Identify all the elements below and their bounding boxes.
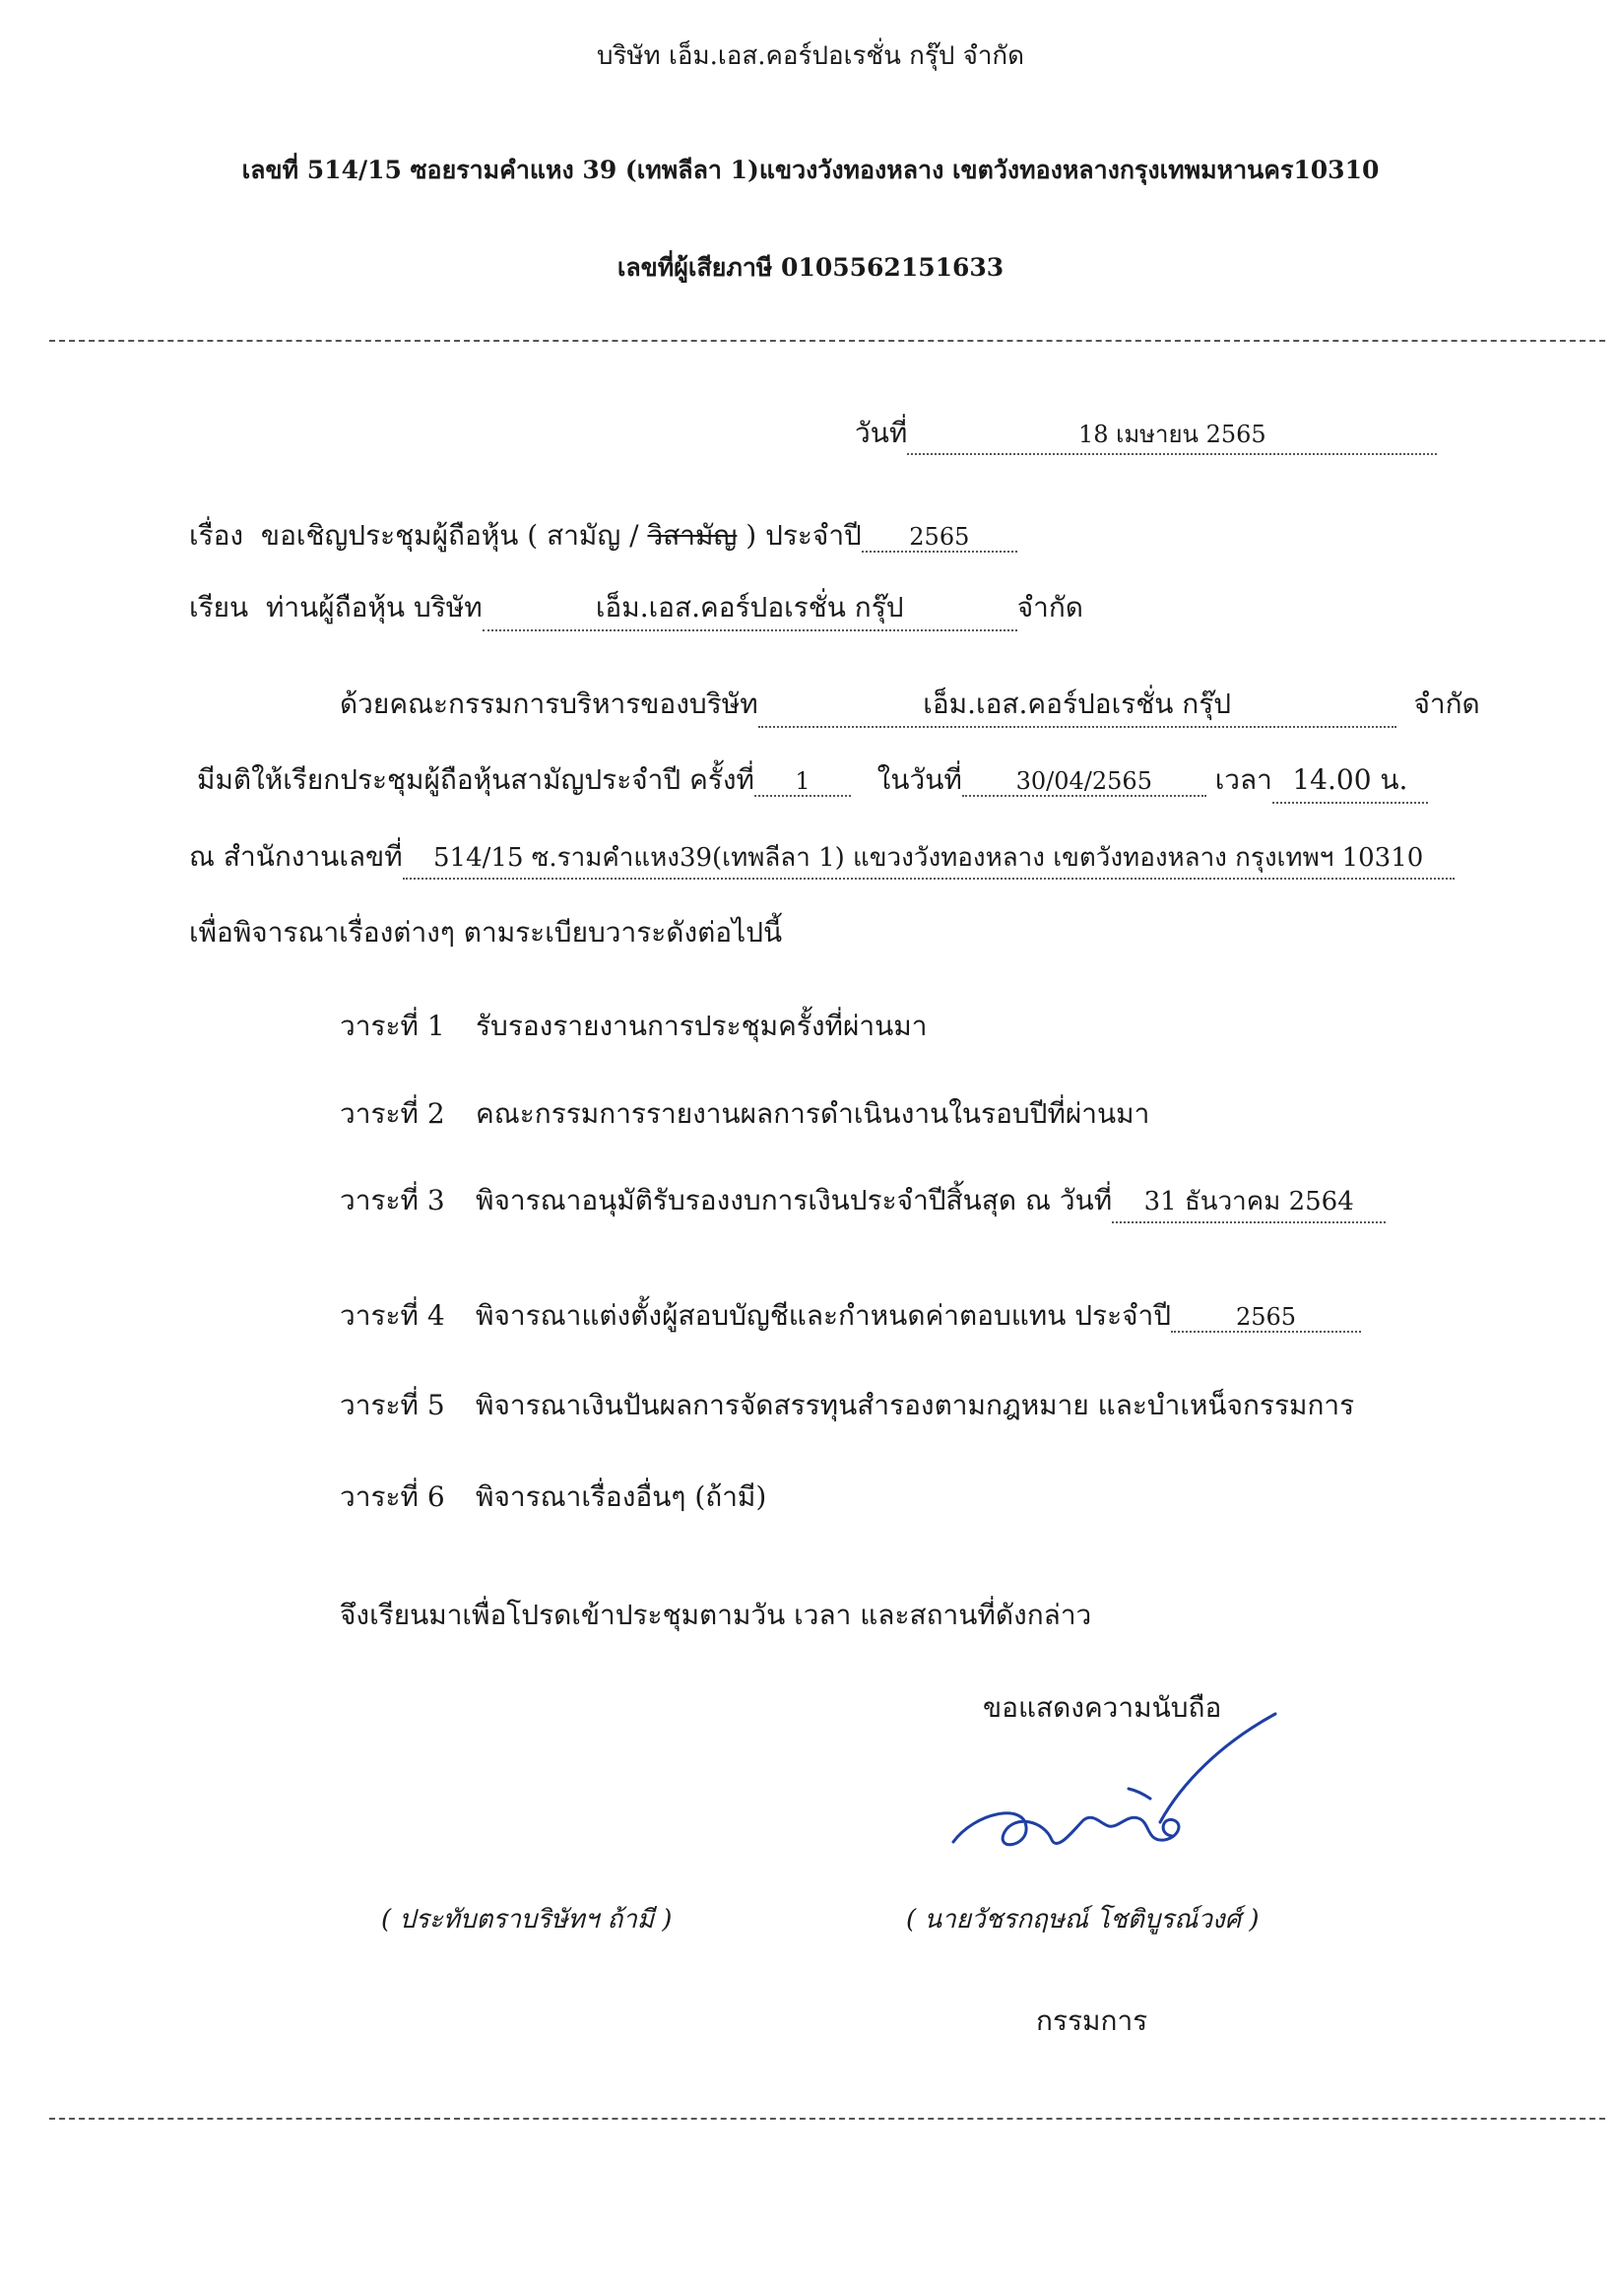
company-address: เลขที่ 514/15 ซอยรามคำแหง 39 (เทพลีลา 1)แขวงวังทองหลาง เขตวังทองหลางกรุงเทพมหานคร10310 [241, 156, 1380, 184]
subject-year: 2565 [862, 523, 1017, 553]
body-line-1 [340, 683, 1480, 728]
salutation-label: เรียน [189, 591, 249, 623]
salutation-company: เอ็ม.เอส.คอร์ปอเรชั่น กรุ๊ป [483, 586, 1017, 631]
subject-struck-option: วิสามัญ [647, 519, 738, 552]
body-line-1-prefix: ด้วยคณะกรรมการบริหารของบริษัท [340, 688, 758, 720]
company-name: บริษัท เอ็ม.เอส.คอร์ปอเรชั่น กรุ๊ป จำกัด [596, 41, 1025, 71]
meeting-number: 1 [754, 767, 851, 797]
date-line [855, 412, 1437, 455]
auditor-year: 2565 [1171, 1303, 1361, 1333]
agenda-number: วาระที่ 5 [340, 1389, 445, 1421]
agenda-text: พิจารณาเงินปันผลการจัดสรรทุนสำรองตามกฎหมาย และบำเหน็จกรรมการ [476, 1389, 1355, 1421]
subject-line [189, 514, 1017, 558]
agenda-number: วาระที่ 4 [340, 1299, 445, 1332]
agenda-text: รับรองรายงานการประชุมครั้งที่ผ่านมา [476, 1010, 928, 1042]
subject-text-before: ขอเชิญประชุมผู้ถือหุ้น ( สามัญ / [260, 519, 648, 552]
meeting-time: 14.00 น. [1272, 758, 1428, 804]
fiscal-year-end: 31 ธันวาคม 2564 [1112, 1181, 1386, 1223]
salutation-line [189, 586, 1083, 631]
body-line-1-company: เอ็ม.เอส.คอร์ปอเรชั่น กรุ๊ป [758, 683, 1396, 728]
agenda-text [476, 1179, 1386, 1223]
body-line-2-prefix: มีมติให้เรียกประชุมผู้ถือหุ้นสามัญประจำปี ครั้งที่ [197, 763, 754, 796]
subject-label: เรื่อง [189, 519, 244, 552]
regards-text: ขอแสดงความนับถือ [983, 1691, 1222, 1724]
agenda-number: วาระที่ 3 [340, 1184, 445, 1216]
meeting-time-label: เวลา [1214, 763, 1272, 796]
salutation-prefix: ท่านผู้ถือหุ้น บริษัท [265, 591, 483, 623]
subject-text-after: ) ประจำปี [737, 519, 862, 552]
signer-name-text: ( นายวัชรกฤษณ์ โชติบูรณ์วงศ์ ) [906, 1905, 1260, 1935]
agenda-text-label: พิจารณาแต่งตั้งผู้สอบบัญชีและกำหนดค่าตอบแทน ประจำปี [476, 1299, 1172, 1332]
agenda-text [476, 1294, 1361, 1338]
bottom-divider [49, 2118, 1605, 2120]
signature-image [936, 1704, 1290, 1881]
company-seal-note [381, 1899, 672, 1939]
company-seal-note-text: ( ประทับตราบริษัทฯ ถ้ามี ) [381, 1905, 673, 1935]
body-line-1-suffix: จำกัด [1413, 688, 1480, 720]
agenda-number: วาระที่ 2 [340, 1097, 445, 1130]
meeting-date: 30/04/2565 [962, 767, 1206, 797]
closing-text: จึงเรียนมาเพื่อโปรดเข้าประชุมตามวัน เวลา และสถานที่ดังกล่าว [340, 1599, 1092, 1631]
venue-address: 514/15 ซ.รามคำแหง39(เทพลีลา 1) แขวงวังทองหลาง เขตวังทองหลาง กรุงเทพฯ 10310 [403, 837, 1455, 880]
body-line-4: เพื่อพิจารณาเรื่องต่างๆ ตามระเบียบวาระดังต่อไปนี้ [189, 916, 783, 949]
agenda-number: วาระที่ 1 [340, 1010, 445, 1042]
venue-label: ณ สำนักงานเลขที่ [189, 840, 403, 873]
agenda-number: วาระที่ 6 [340, 1480, 445, 1513]
body-line-2 [197, 758, 1428, 804]
signer-name [906, 1899, 1260, 1939]
date-value: 18 เมษายน 2565 [907, 415, 1437, 455]
signer-title: กรรมการ [1036, 2004, 1148, 2037]
agenda-text-label: พิจารณาอนุมัติรับรองงบการเงินประจำปีสิ้นสุด ณ วันที่ [476, 1184, 1113, 1216]
date-label: วันที่ [855, 417, 908, 449]
meeting-date-label: ในวันที่ [876, 763, 962, 796]
salutation-suffix: จำกัด [1016, 591, 1083, 623]
agenda-text: คณะกรรมการรายงานผลการดำเนินงานในรอบปีที่ผ่านมา [476, 1097, 1150, 1130]
tax-id: เลขที่ผู้เสียภาษี 0105562151633 [616, 253, 1005, 282]
body-line-3 [189, 835, 1455, 880]
top-divider [49, 340, 1605, 342]
agenda-text: พิจารณาเรื่องอื่นๆ (ถ้ามี) [476, 1480, 767, 1513]
